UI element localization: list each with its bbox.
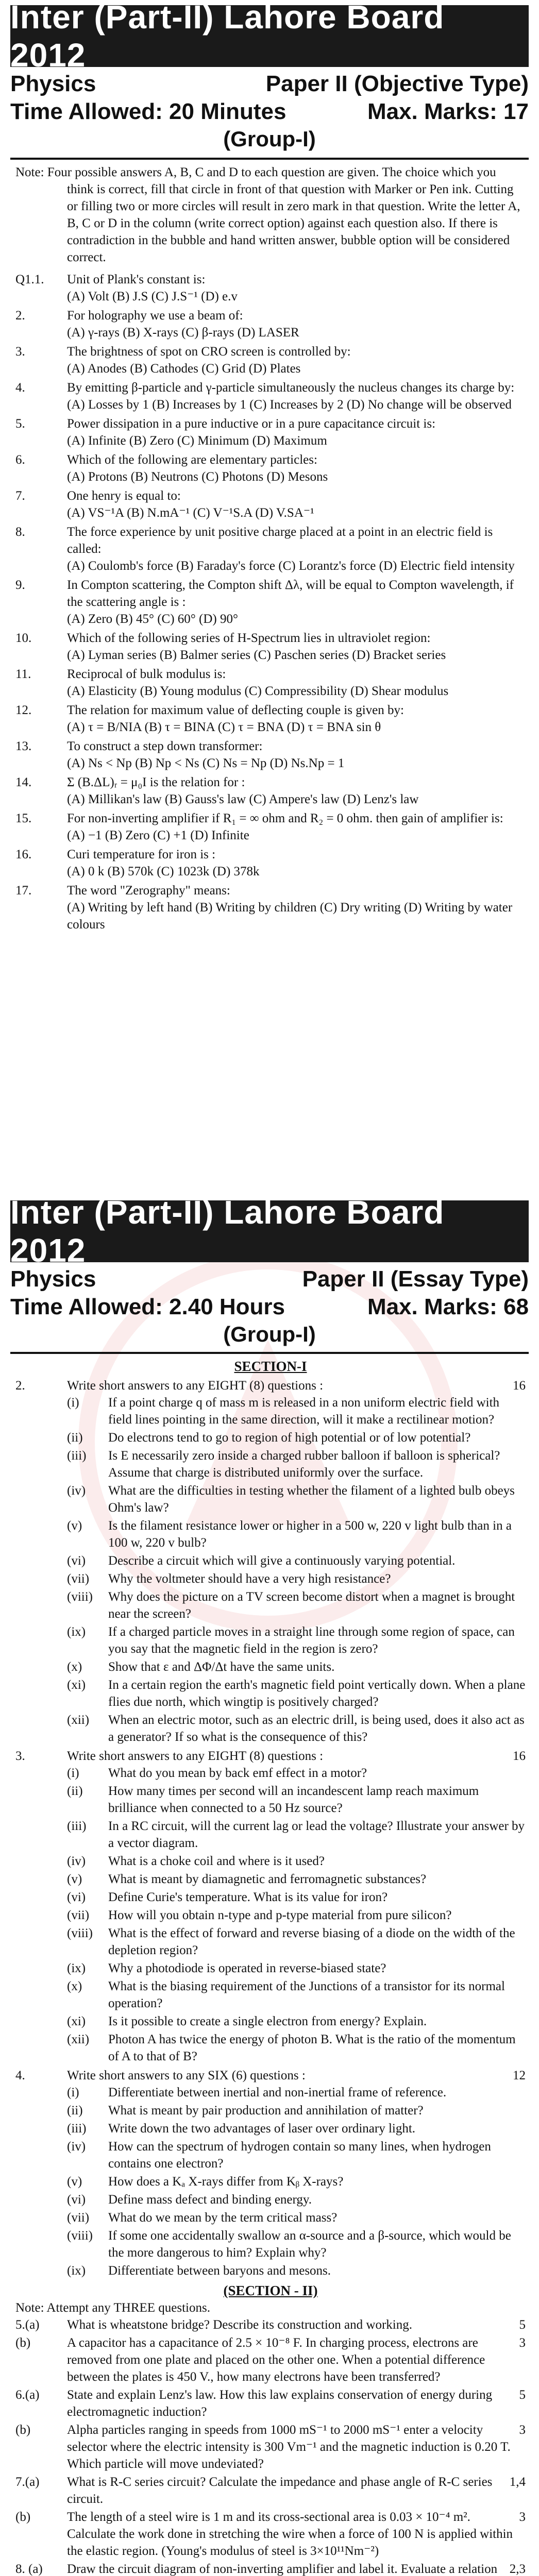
part-number: (v): [67, 2175, 82, 2189]
question-marks: 12: [513, 2069, 526, 2082]
long-question: [15, 2421, 526, 2472]
short-question-part: [15, 1658, 526, 1675]
short-question-part: [15, 1889, 526, 1906]
objective-rule: [10, 158, 529, 160]
question-options: (A) Coulomb's force (B) Faraday's force (C) Lorantz's force (D) Electric field intensity: [67, 559, 515, 573]
part-text: Why the voltmeter should have a very high resistance?: [108, 1572, 391, 1586]
part-text: Define Curie's temperature. What is its value for iron?: [108, 1890, 388, 1904]
essay-subject: Physics: [10, 1266, 96, 1292]
objective-question: [15, 379, 526, 413]
short-question-heading: [15, 1377, 526, 1394]
question-number: 15.: [15, 811, 32, 825]
question-number: 12.: [15, 703, 32, 717]
question-number: 7.(a): [15, 2475, 40, 2489]
part-text: What is a choke coil and where is it used?: [108, 1854, 325, 1868]
part-text: Why does the picture on a TV screen become distort when a magnet is brought near the screen?: [108, 1590, 515, 1621]
question-number: 4.: [15, 381, 25, 395]
part-text: In a certain region the earth's magnetic field point vertically down. When a plane flies due north, which wingtip is positively charged?: [108, 1678, 526, 1709]
question-2-block: [15, 1377, 526, 1745]
short-question-part: [15, 1394, 526, 1428]
short-question-heading: [15, 1748, 526, 1765]
essay-body: [15, 1358, 526, 2576]
question-number: 5.: [15, 417, 25, 431]
question-number: 17.: [15, 884, 32, 897]
question-options: (A) τ = B/NIA (B) τ = BINA (C) τ = BNA (D) τ = BNA sin θ: [67, 720, 381, 734]
question-text: Which of the following are elementary particles:: [67, 453, 317, 467]
question-number: (b): [15, 2336, 31, 2350]
objective-question: [15, 774, 526, 808]
question-marks: 5: [519, 2318, 526, 2332]
objective-question: [15, 666, 526, 700]
question-options: (A) VS⁻¹A (B) N.mA⁻¹ (C) V⁻¹S.A (D) V.SA⁻¹: [67, 506, 314, 520]
question-number: 3.: [15, 345, 25, 359]
objective-group: (Group-I): [223, 127, 316, 151]
question-options: (A) γ-rays (B) X-rays (C) β-rays (D) LASER: [67, 326, 299, 340]
question-number: 11.: [15, 667, 31, 681]
essay-marks: Max. Marks: 68: [367, 1294, 529, 1319]
part-text: If a point charge q of mass m is released in a non uniform electric field with field lines pointing in the same direction, will it make a rectilinear motion?: [108, 1396, 500, 1427]
part-number: (ix): [67, 1961, 86, 1975]
short-question-part: [15, 1853, 526, 1870]
part-text: How many times per second will an incandescent lamp reach maximum brilliance when connected to a 50 Hz source?: [108, 1784, 479, 1815]
short-question-part: [15, 2031, 526, 2065]
part-number: (ix): [67, 1625, 86, 1639]
part-text: How can the spectrum of hydrogen contain so many lines, when hydrogen contains one electron?: [108, 2140, 491, 2171]
short-question-heading: [15, 2067, 526, 2084]
short-question-part: [15, 1711, 526, 1745]
question-number: (b): [15, 2510, 31, 2524]
long-question: [15, 2509, 526, 2560]
part-text: What is meant by diamagnetic and ferromagnetic substances?: [108, 1872, 427, 1886]
part-text: Is the filament resistance lower or higher in a 500 w, 220 v light bulb than in a 100 w, 220 v bulb?: [108, 1519, 512, 1550]
part-number: (v): [67, 1519, 82, 1533]
part-text: When an electric motor, such as an electric drill, is being used, does it also act as a generator? If so what is the consequence of this?: [108, 1713, 525, 1744]
part-number: (vii): [67, 1908, 90, 1922]
question-options: (A) Infinite (B) Zero (C) Minimum (D) Maximum: [67, 434, 327, 448]
question-marks: 5: [519, 2388, 526, 2402]
objective-question: [15, 343, 526, 377]
part-text: What is the effect of forward and reverse biasing of a diode on the width of the depletion region?: [108, 1926, 515, 1957]
objective-question: [15, 738, 526, 772]
objective-marks: Max. Marks: 17: [367, 99, 529, 124]
part-number: (i): [67, 1396, 79, 1410]
long-question: [15, 2316, 526, 2333]
part-text: Differentiate between baryons and mesons.: [108, 2264, 331, 2278]
part-text: What is the biasing requirement of the Junctions of a transistor for its normal operation?: [108, 1979, 505, 2010]
part-text: Is E necessarily zero inside a charged rubber balloon if balloon is spherical? Assume that charge is distributed uniformly over the surface.: [108, 1449, 500, 1480]
objective-note: Note: Four possible answers A, B, C and D to each question are given. The choice which you think is correct, fill that circle in front of that question with Marker or Pen ink. Cutting or filling two or more circles will result in zero mark in that question. Write the letter A, B, C or D in the column (write correct option) against each question also. If there is contradiction in the bubble and hand written answer, bubble option will be considered correct.: [15, 165, 520, 264]
question-options: (A) Ns < Np (B) Np < Ns (C) Ns = Np (D) Ns.Np = 1: [67, 756, 345, 770]
short-question-part: [15, 2227, 526, 2261]
part-text: How will you obtain n-type and p-type material from pure silicon?: [108, 1908, 452, 1922]
question-marks: 3: [519, 2423, 526, 2437]
question-text: Write short answers to any EIGHT (8) questions :: [67, 1749, 324, 1763]
question-text: One henry is equal to:: [67, 489, 181, 503]
part-text: Differentiate between inertial and non-inertial frame of reference.: [108, 2086, 447, 2099]
short-question-part: [15, 2191, 526, 2208]
short-question-part: [15, 1623, 526, 1657]
part-number: (iv): [67, 1484, 86, 1498]
part-number: (iii): [67, 1819, 87, 1833]
essay-paper: Paper II (Essay Type): [302, 1266, 529, 1292]
question-options: (A) Protons (B) Neutrons (C) Photons (D) Mesons: [67, 470, 328, 484]
question-number: 2.: [15, 1379, 25, 1393]
essay-time-row: [10, 1294, 529, 1320]
question-text: Write short answers to any SIX (6) questions :: [67, 2069, 306, 2082]
part-number: (i): [67, 1766, 79, 1780]
short-question-part: [15, 1429, 526, 1446]
part-number: (ii): [67, 1784, 83, 1798]
objective-question: [15, 577, 526, 628]
objective-question: [15, 487, 526, 521]
section-2-title: (SECTION - II): [223, 2283, 318, 2298]
question-text: For holography we use a beam of:: [67, 309, 243, 323]
question-options: (A) Lyman series (B) Balmer series (C) Paschen series (D) Bracket series: [67, 648, 446, 662]
question-text: What is wheatstone bridge? Describe its construction and working.: [67, 2318, 412, 2332]
objective-subject: Physics: [10, 71, 96, 96]
question-options: (A) −1 (B) Zero (C) +1 (D) Infinite: [67, 828, 249, 842]
short-question-part: [15, 1960, 526, 1977]
question-marks: 3: [519, 2510, 526, 2524]
question-text: The relation for maximum value of deflecting couple is given by:: [67, 703, 404, 717]
long-question: [15, 2473, 526, 2507]
question-text: For non-inverting amplifier if R₁ = ∞ ohm and R₂ = 0 ohm. then gain of amplifier is:: [67, 811, 503, 825]
part-text: If a charged particle moves in a straight line through some region of space, can you say that the magnetic field in the region is zero?: [108, 1625, 515, 1656]
part-text: If some one accidentally swallow an α-source and a β-source, which would be the more dangerous to him? Explain why?: [108, 2229, 511, 2260]
part-number: (iv): [67, 1854, 86, 1868]
question-options: (A) Losses by 1 (B) Increases by 1 (C) Increases by 2 (D) No change will be observed: [67, 398, 512, 412]
part-text: Do electrons tend to go to region of high potential or of low potential?: [108, 1431, 471, 1445]
part-number: (iii): [67, 2122, 87, 2136]
short-question-part: [15, 2084, 526, 2101]
question-text: The word "Zerography" means:: [67, 884, 230, 897]
part-text: Describe a circuit which will give a continuously varying potential.: [108, 1554, 456, 1568]
question-text: To construct a step down transformer:: [67, 739, 263, 753]
short-question-part: [15, 2173, 526, 2190]
question-options: (A) Anodes (B) Cathodes (C) Grid (D) Plates: [67, 362, 301, 376]
essay-rule: [10, 1352, 529, 1354]
question-options: (A) 0 k (B) 570k (C) 1023k (D) 378k: [67, 865, 260, 878]
part-number: (xii): [67, 1713, 90, 1727]
long-question: [15, 2334, 526, 2385]
part-number: (ii): [67, 2104, 83, 2117]
question-number: 16.: [15, 848, 32, 861]
question-number: 8.: [15, 525, 25, 539]
question-text: The length of a steel wire is 1 m and its cross-sectional area is 0.03 × 10⁻⁴ m². Calculate the work done in stretching the wire when a force of 100 N is applied within the elastic region. (Young's modulus of steel is 3×10¹¹Nm⁻²): [67, 2510, 513, 2558]
short-question-part: [15, 1907, 526, 1924]
section-1-title: SECTION-I: [234, 1359, 307, 1374]
short-question-part: [15, 2138, 526, 2172]
question-text: Σ (B.ΔL)ᵣ = μ₀I is the relation for :: [67, 775, 245, 789]
part-number: (viii): [67, 2229, 93, 2243]
short-question-part: [15, 1783, 526, 1817]
question-options: (A) Writing by left hand (B) Writing by children (C) Dry writing (D) Writing by water colours: [67, 901, 513, 931]
short-question-part: [15, 1517, 526, 1551]
part-number: (vi): [67, 1554, 86, 1568]
long-question: [15, 2561, 526, 2576]
objective-paper: Paper II (Objective Type): [265, 71, 529, 96]
short-question-part: [15, 2013, 526, 2030]
short-question-part: [15, 2102, 526, 2119]
short-question-part: [15, 2262, 526, 2279]
question-text: Curi temperature for iron is :: [67, 848, 216, 861]
short-question-part: [15, 1871, 526, 1888]
part-number: (vi): [67, 2193, 86, 2207]
short-question-part: [15, 1482, 526, 1516]
question-text: Which of the following series of H-Spectrum lies in ultraviolet region:: [67, 631, 431, 645]
question-text: Reciprocal of bulk modulus is:: [67, 667, 226, 681]
short-question-part: [15, 1925, 526, 1959]
short-question-part: [15, 1676, 526, 1710]
question-3-block: [15, 1748, 526, 2065]
long-question: [15, 2386, 526, 2420]
essay-time: Time Allowed: 2.40 Hours: [10, 1294, 285, 1319]
question-number: 13.: [15, 739, 32, 753]
part-number: (iii): [67, 1449, 87, 1463]
question-text: What is R-C series circuit? Calculate the impedance and phase angle of R-C series circuit.: [67, 2475, 493, 2506]
part-text: What do you mean by back emf effect in a motor?: [108, 1766, 367, 1780]
part-text: How does a Kₐ X-rays differ from Kᵦ X-rays?: [108, 2175, 344, 2189]
objective-question: [15, 702, 526, 736]
part-number: (ix): [67, 2264, 86, 2278]
question-text: Unit of Plank's constant is:: [67, 273, 206, 286]
objective-body: [15, 164, 526, 935]
objective-subject-row: [10, 71, 529, 97]
question-marks: 16: [513, 1379, 526, 1393]
short-question-part: [15, 2120, 526, 2137]
objective-question: [15, 307, 526, 341]
question-number: 2.: [15, 309, 25, 323]
question-number: 3.: [15, 1749, 25, 1763]
question-marks: 2,3: [509, 2562, 526, 2576]
question-options: (A) Zero (B) 45° (C) 60° (D) 90°: [67, 612, 238, 626]
question-4-block: [15, 2067, 526, 2279]
short-question-part: [15, 1447, 526, 1481]
part-number: (ii): [67, 1431, 83, 1445]
part-number: (vi): [67, 1890, 86, 1904]
objective-question: [15, 846, 526, 880]
part-text: What are the difficulties in testing whether the filament of a lighted bulb obeys Ohm's law?: [108, 1484, 515, 1515]
essay-group: (Group-I): [223, 1322, 316, 1346]
part-number: (vii): [67, 1572, 90, 1586]
question-options: (A) Elasticity (B) Young modulus (C) Compressibility (D) Shear modulus: [67, 684, 449, 698]
objective-question: [15, 882, 526, 933]
question-number: 8. (a): [15, 2562, 43, 2576]
question-number: 9.: [15, 578, 25, 592]
question-text: The brightness of spot on CRO screen is controlled by:: [67, 345, 351, 359]
objective-question: [15, 271, 526, 305]
part-number: (iv): [67, 2140, 86, 2154]
short-question-part: [15, 1570, 526, 1587]
question-options: (A) Volt (B) J.S (C) J.S⁻¹ (D) e.v: [67, 290, 238, 303]
question-number: Q1.1.: [15, 273, 44, 286]
part-text: Is it possible to create a single electron from energy? Explain.: [108, 2014, 427, 2028]
short-question-part: [15, 1765, 526, 1782]
part-text: Define mass defect and binding energy.: [108, 2193, 312, 2207]
objective-question: [15, 523, 526, 574]
question-number: 6.: [15, 453, 25, 467]
question-marks: 16: [513, 1749, 526, 1763]
part-text: What do we mean by the term critical mass?: [108, 2211, 338, 2225]
essay-subject-row: [10, 1266, 529, 1292]
question-text: State and explain Lenz's law. How this law explains conservation of energy during electromagnetic induction?: [67, 2388, 493, 2419]
question-marks: 3: [519, 2336, 526, 2350]
part-text: Show that ε and ΔΦ/Δt have the same units.: [108, 1660, 335, 1674]
objective-question: [15, 630, 526, 664]
question-number: 14.: [15, 775, 32, 789]
question-text: In Compton scattering, the Compton shift Δλ, will be equal to Compton wavelength, if the scattering angle is :: [67, 578, 514, 609]
short-question-part: [15, 1588, 526, 1622]
question-number: 4.: [15, 2069, 25, 2082]
question-number: 5.(a): [15, 2318, 40, 2332]
question-text: A capacitor has a capacitance of 2.5 × 10⁻⁸ F. In charging process, electrons are removed from one plate and placed on the other one. When a potential difference between the plates is 450 V., how many electrons have been transferred?: [67, 2336, 485, 2384]
objective-time: Time Allowed: 20 Minutes: [10, 99, 287, 124]
question-number: 10.: [15, 631, 32, 645]
part-number: (viii): [67, 1926, 93, 1940]
part-number: (xi): [67, 2014, 86, 2028]
objective-question: [15, 810, 526, 844]
part-number: (x): [67, 1979, 82, 1993]
question-text: The force experience by unit positive charge placed at a point in an electric field is called:: [67, 525, 493, 556]
question-text: Power dissipation in a pure inductive or in a pure capacitance circuit is:: [67, 417, 436, 431]
objective-banner: Inter (Part-II) Lahore Board 2012: [10, 5, 529, 67]
part-text: Photon A has twice the energy of photon B. What is the ratio of the momentum of A to that of B?: [108, 2032, 516, 2063]
question-text: Write short answers to any EIGHT (8) questions :: [67, 1379, 324, 1393]
part-number: (x): [67, 1660, 82, 1674]
section-2-note: Note: Attempt any THREE questions.: [15, 2301, 210, 2315]
part-text: What is meant by pair production and annihilation of matter?: [108, 2104, 424, 2117]
objective-question-list: [15, 271, 526, 933]
objective-time-row: [10, 99, 529, 125]
part-number: (v): [67, 1872, 82, 1886]
question-text: Draw the circuit diagram of non-inverting amplifier and label it. Evaluate a relation: [67, 2562, 498, 2576]
short-question-part: [15, 1818, 526, 1852]
part-number: (i): [67, 2086, 79, 2099]
part-number: (vii): [67, 2211, 90, 2225]
objective-question: [15, 451, 526, 485]
question-marks: 1,4: [509, 2475, 526, 2489]
short-question-part: [15, 1552, 526, 1569]
part-number: (xi): [67, 1678, 86, 1692]
question-number: 6.(a): [15, 2388, 40, 2402]
part-text: Why a photodiode is operated in reverse-biased state?: [108, 1961, 386, 1975]
short-question-part: [15, 2209, 526, 2226]
part-number: (xii): [67, 2032, 90, 2046]
essay-banner: Inter (Part-II) Lahore Board 2012: [10, 1200, 529, 1262]
short-question-part: [15, 1978, 526, 2012]
part-text: Write down the two advantages of laser over ordinary light.: [108, 2122, 416, 2136]
part-number: (viii): [67, 1590, 93, 1604]
part-text: In a RC circuit, will the current lag or lead the voltage? Illustrate your answer by a vector diagram.: [108, 1819, 525, 1850]
question-options: (A) Millikan's law (B) Gauss's law (C) Ampere's law (D) Lenz's law: [67, 792, 419, 806]
question-number: 7.: [15, 489, 25, 503]
question-text: By emitting β-particle and γ-particle simultaneously the nucleus changes its charge by:: [67, 381, 515, 395]
question-number: (b): [15, 2423, 31, 2437]
question-text: Alpha particles ranging in speeds from 1000 mS⁻¹ to 2000 mS⁻¹ enter a velocity selector where the electric intensity is 300 Vm⁻¹ and the magnetic induction is 0.20 T. Which particle will move undeviated?: [67, 2423, 511, 2471]
long-question-list: [15, 2316, 526, 2576]
objective-question: [15, 415, 526, 449]
